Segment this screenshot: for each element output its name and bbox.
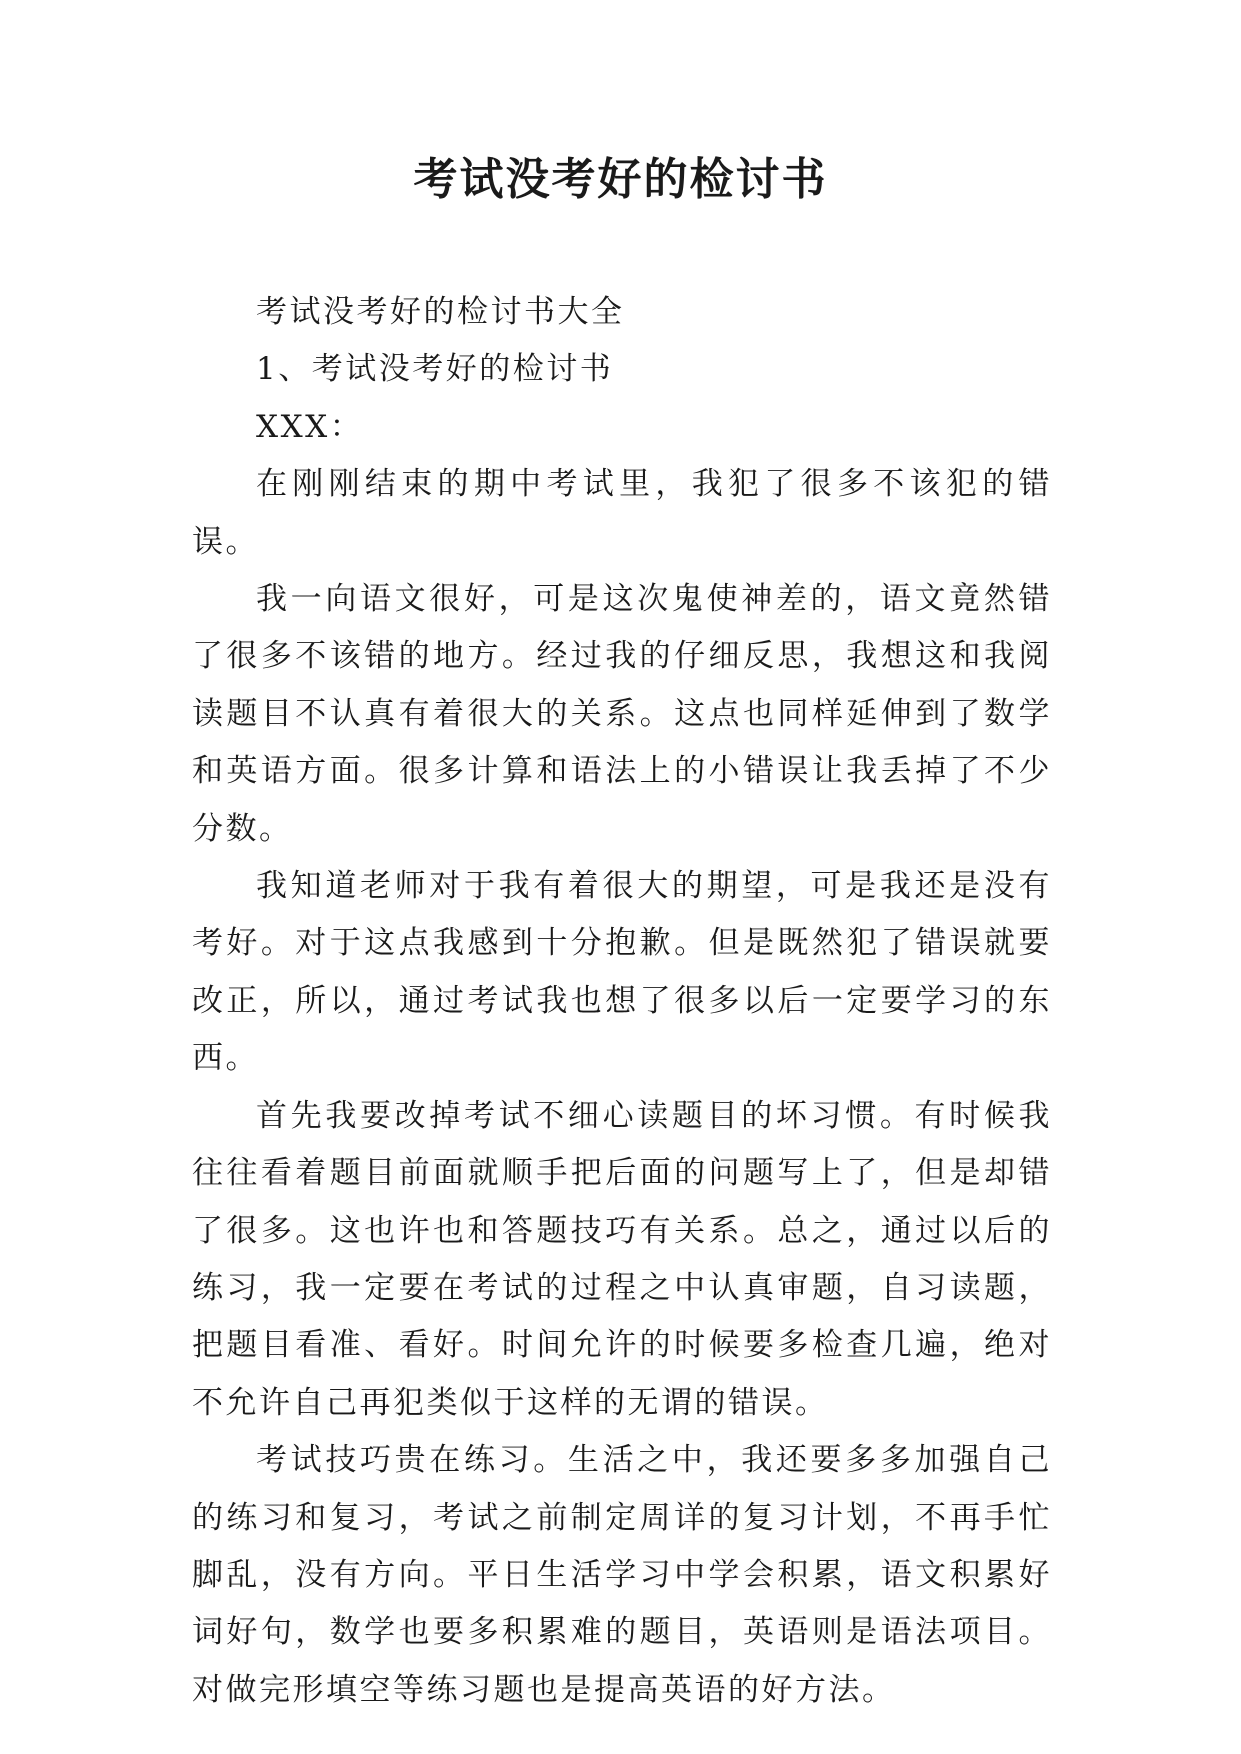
subtitle-line: 考试没考好的检讨书大全	[256, 294, 625, 330]
salutation: XXX：	[256, 408, 364, 445]
document-body	[192, 284, 1052, 1719]
document-title: 考试没考好的检讨书	[413, 154, 828, 205]
paragraph: 首先我要改掉考试不细心读题目的坏习惯。有时候我往往看着题目前面就顺手把后面的问题写上了，但是却错了很多。这也许也和答题技巧有关系。总之，通过以后的练习，我一定要在考试的过程之中认真审题，自习读题，把题目看准、看好。时间允许的时候要多检查几遍，绝对不允许自己再犯类似于这样的无谓的错误。	[192, 1097, 1052, 1421]
paragraph: 我知道老师对于我有着很大的期望，可是我还是没有考好。对于这点我感到十分抱歉。但是既然犯了错误就要改正，所以，通过考试我也想了很多以后一定要学习的东西。	[192, 868, 1052, 1077]
paragraph: 在刚刚结束的期中考试里，我犯了很多不该犯的错误。	[192, 466, 1052, 560]
paragraph: 考试技巧贵在练习。生活之中，我还要多多加强自己的练习和复习，考试之前制定周详的复习计划，不再手忙脚乱，没有方向。平日生活学习中学会积累，语文积累好词好句，数学也要多积累难的题目，英语则是语法项目。对做完形填空等练习题也是提高英语的好方法。	[192, 1442, 1052, 1708]
section-heading: 1、考试没考好的检讨书	[256, 351, 614, 388]
paragraph: 我一向语文很好，可是这次鬼使神差的，语文竟然错了很多不该错的地方。经过我的仔细反思，我想这和我阅读题目不认真有着很大的关系。这点也同样延伸到了数学和英语方面。很多计算和语法上的小错误让我丢掉了不少分数。	[192, 581, 1052, 847]
